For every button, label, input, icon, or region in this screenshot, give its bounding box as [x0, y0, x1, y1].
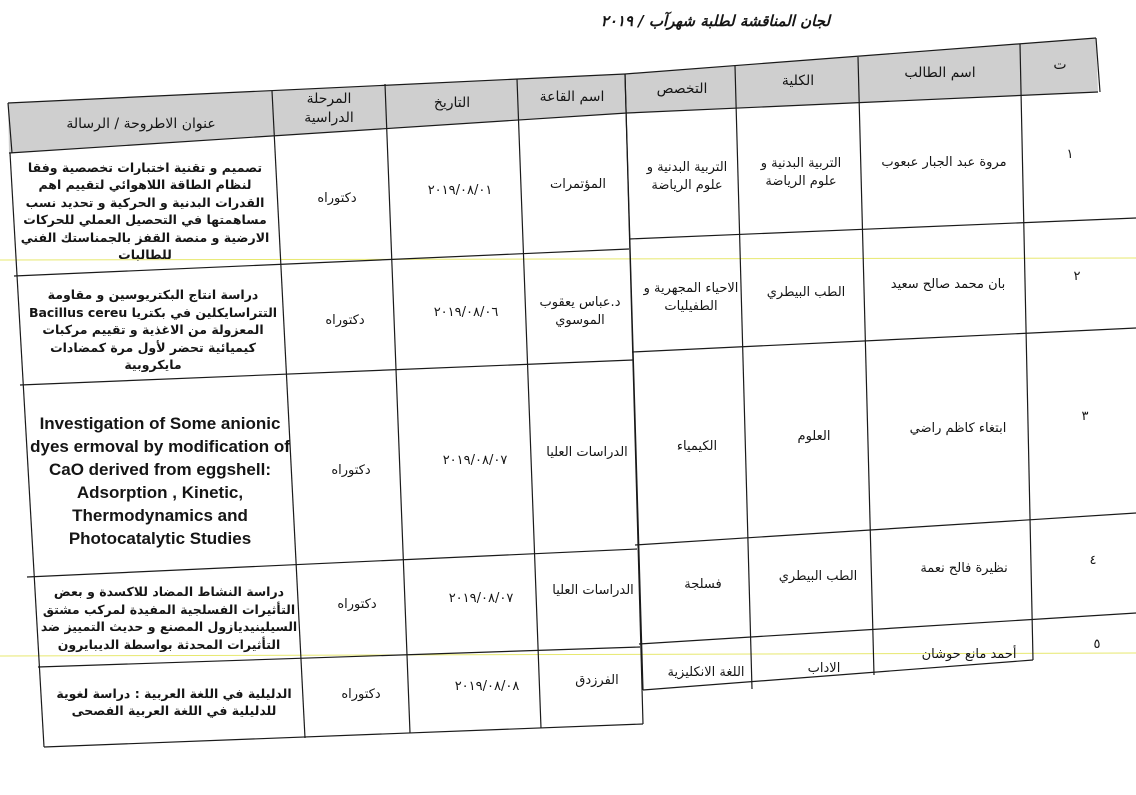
row-4-index: ٤: [1089, 553, 1097, 569]
header-thesis-title: عنوان الاطروحة / الرسالة: [66, 115, 216, 132]
row-2-date: ٢٠١٩/٠٨/٠٦: [433, 305, 499, 321]
row-2-index: ٢: [1073, 269, 1081, 285]
row-1-index: ١: [1066, 147, 1074, 163]
row-5-thesis-title: الدليلية في اللغة العربية : دراسة لغوية للدليلية في اللغة العربية الفصحى: [56, 685, 292, 718]
row-2-hall: د.عباس يعقوب الموسوي: [539, 295, 621, 328]
row-3-college: العلوم: [797, 429, 831, 445]
row-4-college: الطب البيطري: [778, 569, 858, 585]
row-2-specialization: الاحياء المجهرية و الطفيليات: [643, 281, 739, 314]
row-1-date: ٢٠١٩/٠٨/٠١: [427, 183, 493, 199]
row-2-college: الطب البيطري: [766, 285, 846, 301]
row-1-specialization: التربية البدنية و علوم الرياضة: [646, 160, 728, 193]
row-4-thesis-title: دراسة النشاط المضاد للاكسدة و بعض التأثيرات الفسلجية المفيدة لمركب مشتق السيلينيديازول المصنع و حديث التمييز ضد التأثيرات المحدثة بواسطة الديبايرون: [40, 584, 298, 652]
row-3-index: ٣: [1081, 409, 1089, 425]
row-2-stage: دكتوراه: [325, 313, 365, 329]
row-2-student-name: بان محمد صالح سعيد: [890, 277, 1006, 293]
header-index: ت: [1053, 56, 1067, 73]
row-3-date: ٢٠١٩/٠٨/٠٧: [442, 453, 508, 469]
row-3-hall: الدراسات العليا: [546, 445, 628, 461]
header-hall: اسم القاعة: [539, 88, 605, 105]
row-5-date: ٢٠١٩/٠٨/٠٨: [454, 679, 520, 695]
row-4-stage: دكتوراه: [337, 597, 377, 613]
row-3-specialization: الكيمياء: [676, 439, 718, 455]
row-4-specialization: فسلجة: [684, 577, 722, 593]
row-5-index: ٥: [1093, 637, 1101, 653]
row-5-student-name: أحمد مانع حوشان: [921, 647, 1017, 663]
row-3-thesis-title: Investigation of Some anionic dyes ermoval by modification of CaO derived from eggshell: Adsorption , Kinetic, Thermodynamics and Photocatalytic Studies: [30, 414, 290, 548]
row-4-student-name: نظيرة فالح نعمة: [920, 561, 1008, 577]
page-title: لجان المناقشة لطلبة شهرآب / ٢٠١٩: [600, 12, 830, 30]
header-date: التاريخ: [433, 94, 471, 111]
row-1-stage: دكتوراه: [317, 191, 357, 207]
row-1-college: التربية البدنية و علوم الرياضة: [760, 156, 842, 189]
header-college: الكلية: [781, 72, 815, 89]
row-1-student-name: مروة عبد الجبار عبعوب: [881, 155, 1007, 171]
row-2-thesis-title: دراسة انتاج البكتريوسين و مقاومة التتراسايكلين في بكتريا Bacillus cereu المعزولة من الاغذية و تقييم مركبات كيميائية تحضر لأول مرة كمضادات مايكروبية: [28, 287, 278, 373]
header-specialization: التخصص: [656, 80, 708, 97]
row-5-hall: الفرزدق: [575, 673, 619, 689]
row-3-stage: دكتوراه: [331, 463, 371, 479]
row-5-specialization: اللغة الانكليزية: [667, 665, 745, 681]
row-1-hall: المؤتمرات: [550, 177, 606, 193]
row-4-hall: الدراسات العليا: [552, 583, 634, 599]
row-5-college: الاداب: [807, 661, 841, 677]
row-5-stage: دكتوراه: [341, 687, 381, 703]
row-4-date: ٢٠١٩/٠٨/٠٧: [448, 591, 514, 607]
header-stage: المرحلة الدراسية: [304, 91, 354, 126]
header-student-name: اسم الطالب: [904, 64, 976, 81]
row-3-student-name: ابتغاء كاظم راضي: [909, 421, 1007, 437]
row-1-thesis-title: تصميم و تقنية اختبارات تخصصية وفقا لنظام الطاقة اللاهوائي لتقييم اهم القدرات البدنية و الحركية و تحديد نسب مساهمتها في التحصيل العملي للحركات الارضية و منصة القفز بالجمناستك الفني للطالبات: [20, 159, 270, 262]
